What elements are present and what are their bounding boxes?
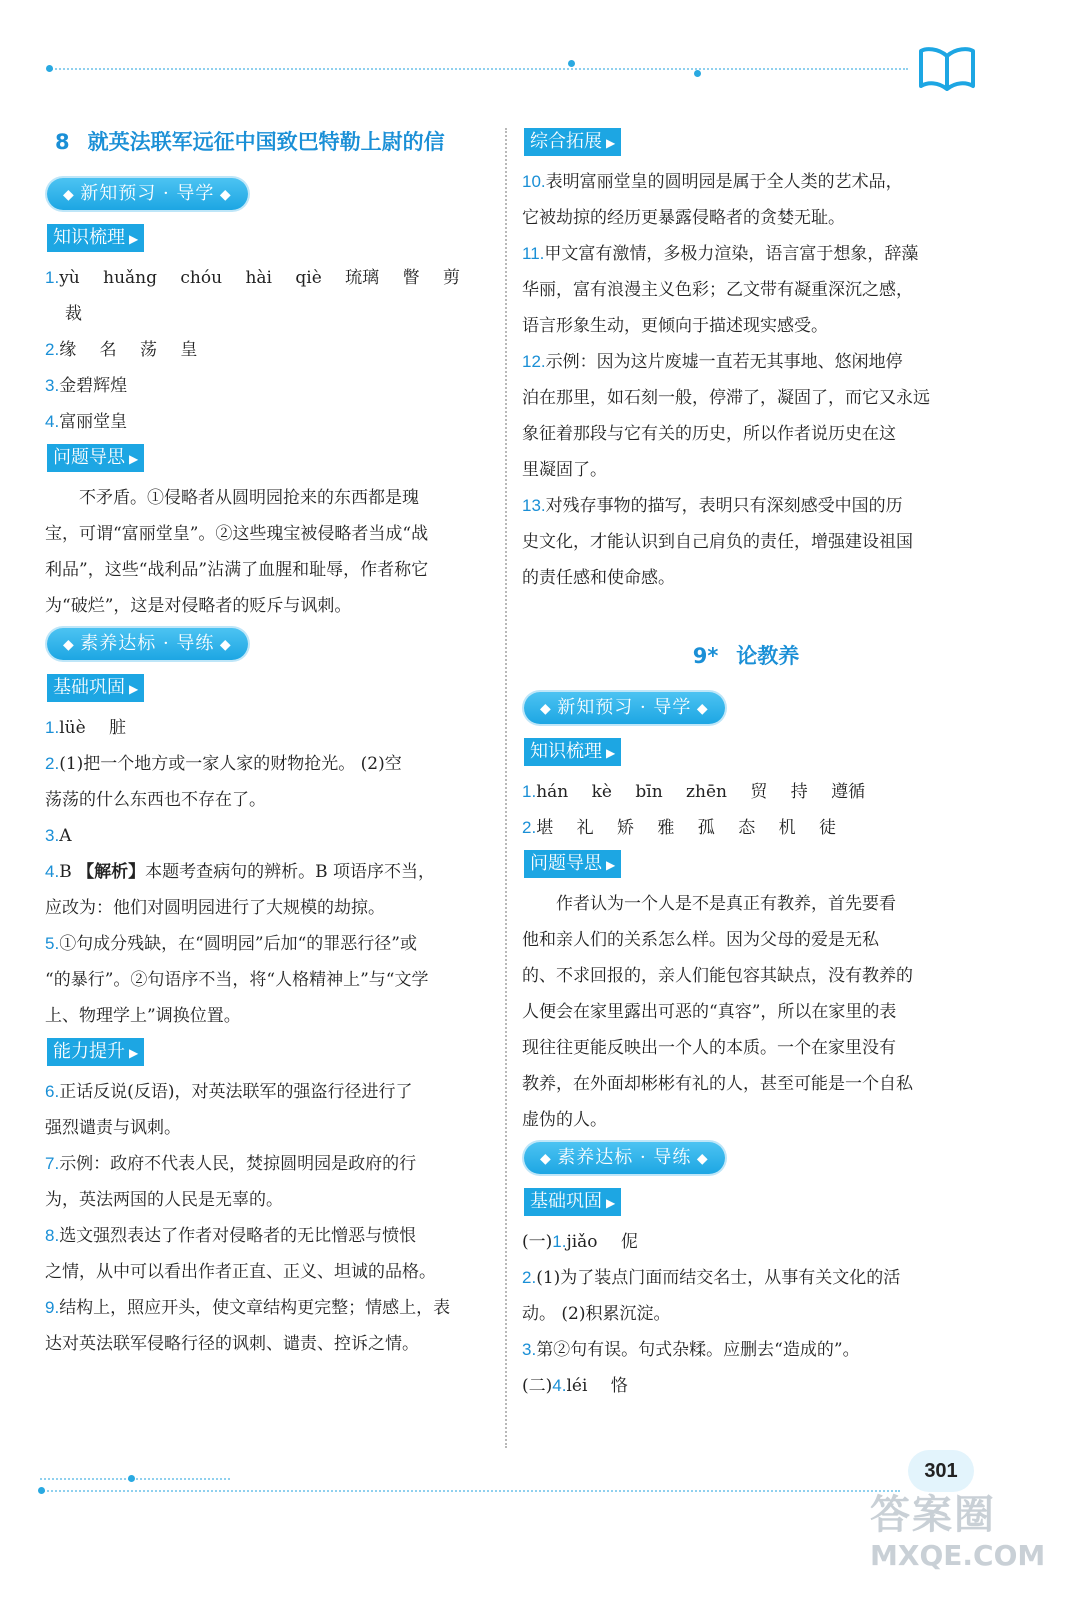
diamond-icon: ◆ (214, 187, 232, 203)
item-number: 4. (45, 862, 60, 881)
answer-text: 示例：因为这片废墟一直若无其事地、悠闲地停 (545, 352, 903, 372)
diamond-icon: ◆ (540, 701, 558, 717)
answer-text: 动。 (2)积累沉淀。 (522, 1304, 671, 1324)
answer-text: 第②句有误。句式杂糅。应删去“造成的”。 (536, 1340, 860, 1360)
watermark-text: 答案圈 (870, 1492, 996, 1538)
tag-extension (524, 128, 621, 156)
bottom-rule-dot (38, 1487, 45, 1494)
diamond-icon: ◆ (63, 187, 81, 203)
top-dotted-rule (48, 68, 908, 74)
lesson-8-title (55, 126, 493, 156)
diamond-icon: ◆ (63, 637, 81, 653)
analysis-label: 【解析】 (77, 862, 146, 882)
pill-label: 新知预习 · 导学 (557, 697, 692, 718)
watermark (870, 1492, 1050, 1582)
answer-text: 应改为：他们对圆明园进行了大规模的劫掠。 (45, 898, 385, 918)
top-rule-dot (46, 65, 53, 72)
answer-text: 选文强烈表达了作者对侵略者的无比憎恶与愤恨 (59, 1226, 417, 1246)
answer-text: 的责任感和使命感。 (522, 568, 675, 588)
top-rule-dot (694, 70, 701, 77)
answer-text: 甲文富有激情，多极力渲染，语言富于想象，辞藻 (544, 244, 919, 264)
paragraph-line: 人便会在家里露出可恶的“真容”，所以在家里的表 (522, 1002, 897, 1022)
tag-label: 问题导思 (53, 447, 125, 468)
answer-text: ①句成分残缺，在“圆明园”后加“的罪恶行径”或 (59, 934, 417, 954)
section-pill-practice (524, 1142, 725, 1174)
answer-text: 泊在那里，如石刻一般，停滞了，凝固了，而它又永远 (522, 388, 930, 408)
answer-text: 结构上，照应开头，使文章结构更完整；情感上，表 (59, 1298, 451, 1318)
answer-text: 富丽堂皇 (59, 412, 128, 432)
answer-line (45, 404, 493, 440)
lesson-number: 9* (692, 644, 719, 668)
answer-text: 华丽，富有浪漫主义色彩；乙文带有凝重深沉之感， (522, 280, 913, 300)
lesson-name: 就英法联军远征中国致巴特勒上尉的信 (87, 130, 445, 154)
answer-text: 荡荡的什么东西也不存在了。 (45, 790, 266, 810)
answer-line (45, 368, 493, 404)
answer-text: B (59, 862, 78, 882)
triangle-right-icon: ▶ (606, 858, 616, 872)
tag-knowledge (47, 224, 144, 252)
answer-text: (1)为了装点门面而结交名士，从事有关文化的活 (536, 1268, 901, 1288)
tag-label: 基础巩固 (530, 1191, 602, 1212)
paragraph-line: 教养，在外面却彬彬有礼的人，甚至可能是一个自私 (522, 1074, 913, 1094)
item-number: 2. (45, 754, 60, 773)
item-number: 3. (522, 1340, 537, 1359)
group-label: (二) (522, 1376, 553, 1396)
item-number: 12. (522, 352, 546, 371)
section-pill-preview (524, 692, 725, 724)
pill-label: 新知预习 · 导学 (80, 183, 215, 204)
item-number: 9. (45, 1298, 60, 1317)
answer-text: jiǎo 伲 (566, 1232, 638, 1252)
section-pill-practice (47, 628, 248, 660)
answer-text: hán kè bīn zhēn 贸 持 遵循 (536, 782, 866, 802)
watermark-text: MXQE.COM (870, 1539, 1046, 1572)
item-number: 5. (45, 934, 60, 953)
answer-line (522, 344, 970, 380)
answer-line (45, 854, 493, 890)
answer-line (45, 1218, 493, 1254)
item-number: 3. (45, 376, 60, 395)
item-number: 10. (522, 172, 546, 191)
tag-knowledge (524, 738, 621, 766)
item-number: 1. (552, 1232, 567, 1251)
answer-text: 示例：政府不代表人民，焚掠圆明园是政府的行 (59, 1154, 417, 1174)
answer-text: 它被劫掠的经历更暴露侵略者的贪婪无耻。 (522, 208, 845, 228)
answer-line (522, 1368, 970, 1404)
lesson-name: 论教养 (736, 644, 800, 668)
left-column (45, 120, 493, 1362)
answer-line (522, 1260, 970, 1296)
triangle-right-icon: ▶ (606, 1196, 616, 1210)
answer-line (522, 1332, 970, 1368)
answer-text: 史文化，才能认识到自己肩负的责任，增强建设祖国 (522, 532, 913, 552)
item-number: 1. (522, 782, 537, 801)
tag-ability (47, 1038, 144, 1066)
paragraph-line: 不矛盾。①侵略者从圆明园抢来的东西都是瑰 (79, 488, 419, 508)
answer-line (522, 1224, 970, 1260)
answer-text: A (59, 826, 72, 846)
tag-label: 知识梳理 (530, 741, 602, 762)
item-number: 8. (45, 1226, 60, 1245)
column-divider (505, 128, 507, 1448)
answer-text: 裁 (65, 304, 82, 324)
diamond-icon: ◆ (691, 701, 709, 717)
answer-text: 上、物理学上”调换位置。 (45, 1006, 241, 1026)
tag-label: 知识梳理 (53, 227, 125, 248)
answer-text: 强烈谴责与讽刺。 (45, 1118, 181, 1138)
item-number: 6. (45, 1082, 60, 1101)
tag-basics (47, 674, 144, 702)
answer-text: yù huǎng chóu hài qiè 琉璃 瞥 剪 (59, 268, 460, 288)
answer-line (45, 332, 493, 368)
answer-text: 语言形象生动，更倾向于描述现实感受。 (522, 316, 828, 336)
pill-label: 素养达标 · 导练 (80, 633, 215, 654)
paragraph-line: 他和亲人们的关系怎么样。因为父母的爱是无私 (522, 930, 879, 950)
answer-text: 堪 礼 矫 雅 孤 态 机 徒 (536, 818, 837, 838)
paragraph-line: 现往往更能反映出一个人的本质。一个在家里没有 (522, 1038, 896, 1058)
paragraph-line: 虚伪的人。 (522, 1110, 607, 1130)
item-number: 4. (552, 1376, 567, 1395)
bottom-dotted-rule (40, 1490, 900, 1492)
answer-line (45, 296, 493, 332)
item-number: 3. (45, 826, 60, 845)
section-pill-preview (47, 178, 248, 210)
answer-text: 为，英法两国的人民是无辜的。 (45, 1190, 283, 1210)
answer-text: 达对英法联军侵略行径的讽刺、谴责、控诉之情。 (45, 1334, 419, 1354)
page-number: 301 (908, 1450, 974, 1492)
item-number: 1. (45, 718, 60, 737)
triangle-right-icon: ▶ (129, 1046, 139, 1060)
answer-line (522, 774, 970, 810)
answer-line (45, 1290, 493, 1326)
item-number: 2. (522, 1268, 537, 1287)
diamond-icon: ◆ (540, 1151, 558, 1167)
lesson-9-title (522, 640, 970, 670)
tag-label: 能力提升 (53, 1041, 125, 1062)
item-number: 4. (45, 412, 60, 431)
paragraph-line: 宝，可谓“富丽堂皇”。②这些瑰宝被侵略者当成“战 (45, 524, 429, 544)
item-number: 7. (45, 1154, 60, 1173)
answer-text: léi 恪 (566, 1376, 628, 1396)
paragraph-line: 为“破烂”，这是对侵略者的贬斥与讽刺。 (45, 596, 352, 616)
answer-text: lüè 脏 (59, 718, 127, 738)
answer-line (522, 488, 970, 524)
paragraph-line: 作者认为一个人是不是真正有教养，首先要看 (556, 894, 896, 914)
answer-line (45, 926, 493, 962)
diamond-icon: ◆ (691, 1151, 709, 1167)
tag-label: 基础巩固 (53, 677, 125, 698)
triangle-right-icon: ▶ (606, 746, 616, 760)
answer-line (522, 810, 970, 846)
answer-text: 之情，从中可以看出作者正直、正义、坦诚的品格。 (45, 1262, 436, 1282)
tag-basics (524, 1188, 621, 1216)
answer-text: “的暴行”。②句语序不当，将“人格精神上”与“文学 (45, 970, 429, 990)
answer-text: 象征着那段与它有关的历史，所以作者说历史在这 (522, 424, 896, 444)
answer-text: 本题考查病句的辨析。B 项语序不当， (145, 862, 435, 882)
tag-question (47, 444, 144, 472)
answer-line (45, 710, 493, 746)
answer-text: 缘 名 荡 皇 (59, 340, 198, 360)
top-rule-dot (568, 60, 575, 67)
tag-question (524, 850, 621, 878)
tag-label: 问题导思 (530, 853, 602, 874)
triangle-right-icon: ▶ (129, 232, 139, 246)
book-icon (918, 42, 976, 92)
triangle-right-icon: ▶ (129, 452, 139, 466)
answer-line (522, 236, 970, 272)
item-number: 11. (522, 244, 545, 263)
answer-text: 表明富丽堂皇的圆明园是属于全人类的艺术品， (545, 172, 903, 192)
group-label: (一) (522, 1232, 553, 1252)
diamond-icon: ◆ (214, 637, 232, 653)
right-column (522, 120, 970, 1404)
bottom-rule-dot (128, 1475, 135, 1482)
answer-line (45, 746, 493, 782)
answer-text: 对残存事物的描写，表明只有深刻感受中国的历 (545, 496, 903, 516)
answer-line (45, 1146, 493, 1182)
pill-label: 素养达标 · 导练 (557, 1147, 692, 1168)
bottom-dotted-rule-short (40, 1478, 230, 1480)
item-number: 1. (45, 268, 60, 287)
item-number: 2. (45, 340, 60, 359)
answer-text: (1)把一个地方或一家人家的财物抢光。 (2)空 (59, 754, 402, 774)
answer-text: 里凝固了。 (522, 460, 607, 480)
answer-line (45, 818, 493, 854)
item-number: 2. (522, 818, 537, 837)
answer-text: 金碧辉煌 (59, 376, 128, 396)
answer-text: 正话反说(反语)，对英法联军的强盗行径进行了 (59, 1082, 413, 1102)
triangle-right-icon: ▶ (129, 682, 139, 696)
answer-line (45, 260, 493, 296)
triangle-right-icon: ▶ (606, 136, 616, 150)
paragraph-line: 的、不求回报的，亲人们能包容其缺点，没有教养的 (522, 966, 913, 986)
tag-label: 综合拓展 (530, 131, 602, 152)
paragraph-line: 利品”，这些“战利品”沾满了血腥和耻辱，作者称它 (45, 560, 429, 580)
answer-line (45, 1074, 493, 1110)
lesson-number: 8 (55, 130, 70, 154)
item-number: 13. (522, 496, 546, 515)
answer-line (522, 164, 970, 200)
